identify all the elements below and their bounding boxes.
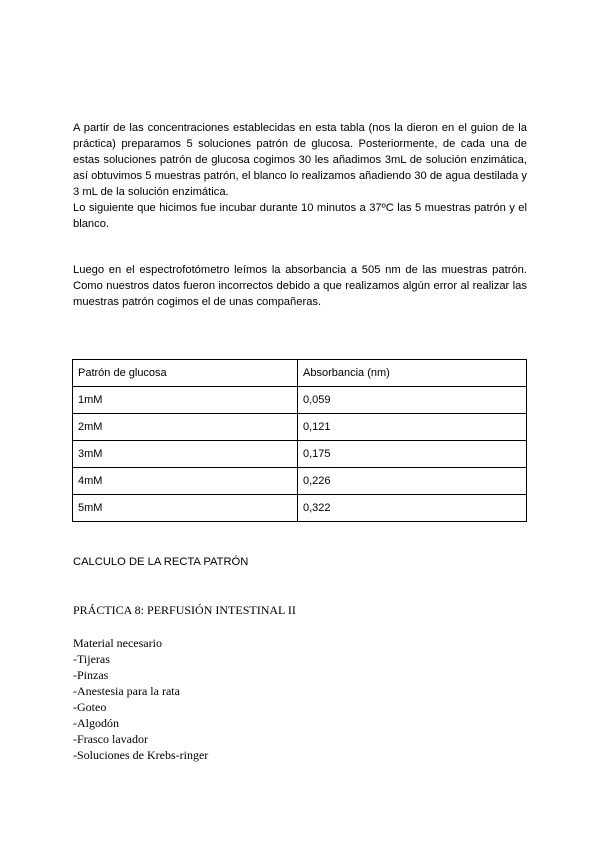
list-item: -Goteo bbox=[73, 700, 107, 714]
table-cell-concentration: 1mM bbox=[73, 387, 298, 414]
spectro-text bbox=[73, 262, 527, 310]
list-item: -Tijeras bbox=[73, 652, 110, 666]
material-list bbox=[73, 651, 208, 763]
material-section bbox=[73, 635, 208, 763]
table-cell-absorbance: 0,059 bbox=[298, 387, 527, 414]
intro-paragraph-1: A partir de las concentraciones establecidas en esta tabla (nos la dieron en el guion de la práctica) preparamos 5 soluciones patrón de glucosa. Posteriormente, de cada una de estas soluciones patrón de glucosa cogimos 30 les añadimos 3mL de solución enzimática, así obtuvimos 5 muestras patrón, el blanco lo realizamos añadiendo 30 de agua destilada y 3 mL de la solución enzimática. bbox=[73, 122, 527, 198]
practice-title: PRÁCTICA 8: PERFUSIÓN INTESTINAL II bbox=[73, 603, 296, 617]
table-cell-concentration: 4mM bbox=[73, 468, 298, 495]
list-item: -Anestesia para la rata bbox=[73, 684, 180, 698]
table-header-cell: Absorbancia (nm) bbox=[298, 360, 527, 387]
table-cell-concentration: 2mM bbox=[73, 414, 298, 441]
table-row bbox=[73, 495, 527, 522]
section-heading: CALCULO DE LA RECTA PATRÓN bbox=[73, 556, 249, 568]
table-cell-absorbance: 0,175 bbox=[298, 441, 527, 468]
table-row bbox=[73, 468, 527, 495]
table-header-row bbox=[73, 360, 527, 387]
table-row bbox=[73, 414, 527, 441]
intro-text bbox=[73, 120, 527, 232]
material-heading: Material necesario bbox=[73, 636, 162, 650]
spectro-paragraph: Luego en el espectrofotómetro leímos la absorbancia a 505 nm de las muestras patrón. Como nuestros datos fueron incorrectos debido a que realizamos algún error al realizar las muestras patrón cogimos el de unas compañeras. bbox=[73, 264, 527, 308]
table-cell-concentration: 5mM bbox=[73, 495, 298, 522]
list-item: -Pinzas bbox=[73, 668, 109, 682]
table-cell-absorbance: 0,322 bbox=[298, 495, 527, 522]
list-item: -Frasco lavador bbox=[73, 732, 148, 746]
table-row bbox=[73, 387, 527, 414]
table-cell-absorbance: 0,226 bbox=[298, 468, 527, 495]
table-cell-absorbance: 0,121 bbox=[298, 414, 527, 441]
intro-paragraph-2: Lo siguiente que hicimos fue incubar durante 10 minutos a 37ºC las 5 muestras patrón y el blanco. bbox=[73, 202, 527, 230]
table-header-cell: Patrón de glucosa bbox=[73, 360, 298, 387]
table-cell-concentration: 3mM bbox=[73, 441, 298, 468]
table-row bbox=[73, 441, 527, 468]
list-item: -Algodón bbox=[73, 716, 119, 730]
list-item: -Soluciones de Krebs-ringer bbox=[73, 748, 209, 762]
absorbance-table bbox=[72, 359, 527, 522]
